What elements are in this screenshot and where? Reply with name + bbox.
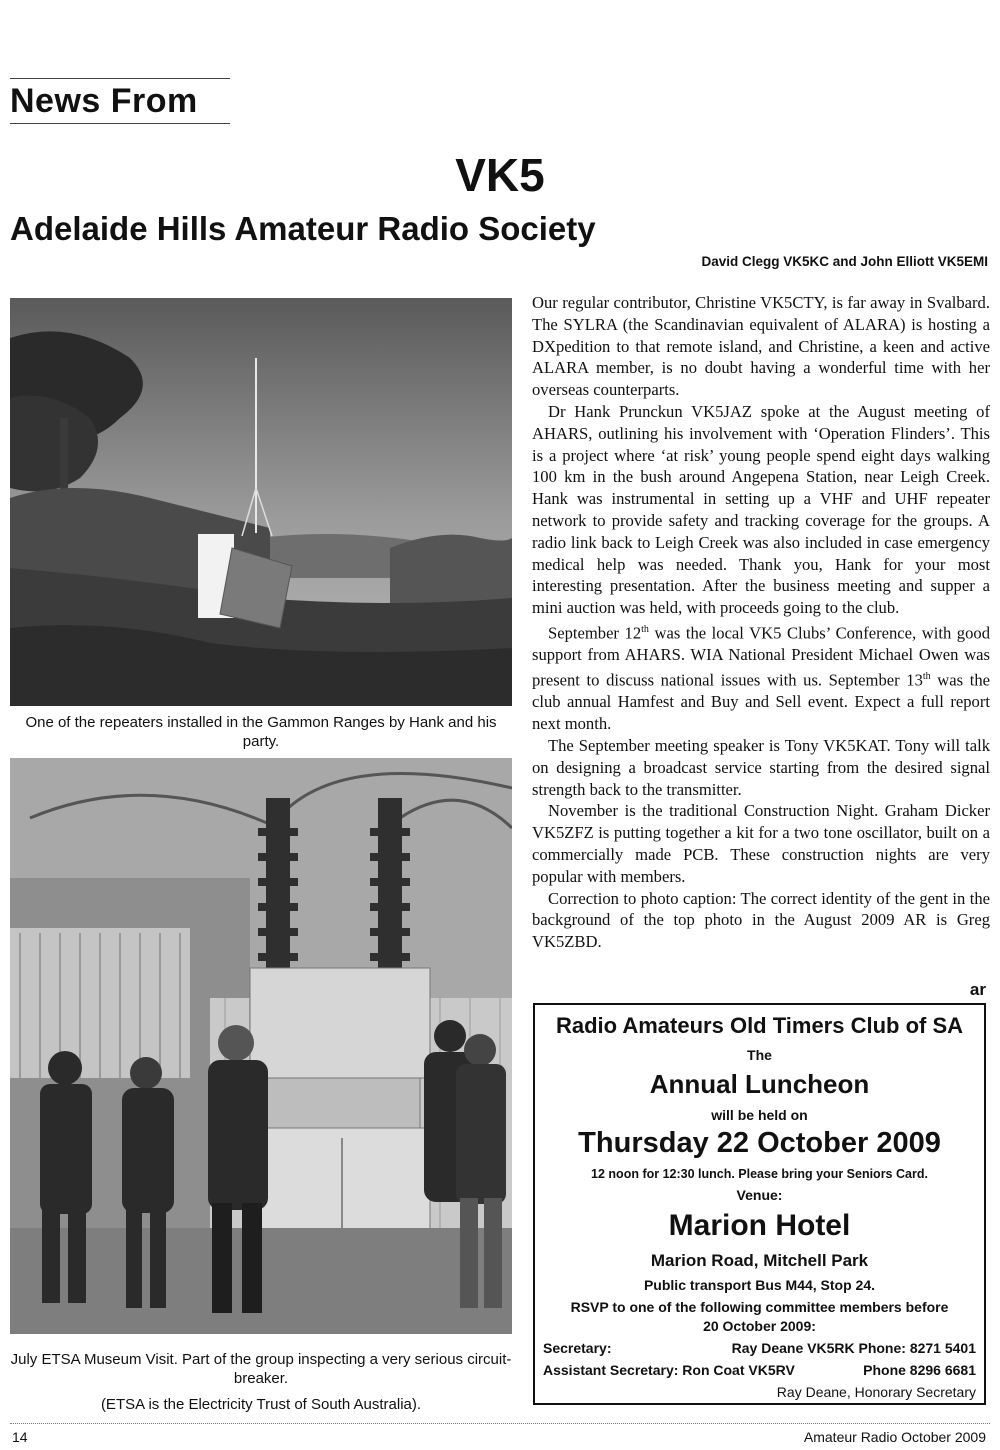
p3-text-1: September 12	[548, 623, 642, 643]
ad-club-name: Radio Amateurs Old Timers Club of SA	[555, 1013, 964, 1038]
article-paragraph: The September meeting speaker is Tony VK5KAT. Tony will talk on designing a broadcast service starting from the desired signal strength back to the transmitter.	[532, 736, 990, 799]
article-body	[532, 292, 990, 953]
p3-sup-2: th	[922, 671, 931, 683]
region-title: VK5	[455, 149, 545, 201]
circuit-breaker-photo-caption: July ETSA Museum Visit. Part of the group inspecting a very serious circuit-breaker.	[10, 1351, 512, 1387]
ad-assistant-row	[543, 1362, 976, 1378]
author-byline: David Clegg VK5KC and John Elliott VK5EMI	[701, 254, 988, 269]
circuit-breaker-photo	[10, 758, 512, 1334]
society-title: Adelaide Hills Amateur Radio Society	[10, 210, 596, 247]
ad-secretary-label: Secretary:	[543, 1340, 612, 1356]
ad-secretary-row	[543, 1340, 976, 1356]
repeater-photo-illustration	[10, 298, 512, 706]
article-paragraph: November is the traditional Construction Night. Graham Dicker VK5ZFZ is putting together a kit for a two tone oscillator, built on a commercially made PCB. These construction nights are very popular with members.	[532, 801, 990, 886]
ad-assistant-label: Assistant Secretary: Ron Coat VK5RV	[543, 1362, 795, 1378]
section-label: News From	[10, 82, 198, 120]
etsa-note: (ETSA is the Electricity Trust of South Australia).	[100, 1396, 422, 1413]
publication-name: Amateur Radio October 2009	[803, 1429, 986, 1445]
header-rule-bottom	[10, 123, 230, 124]
ad-signoff: Ray Deane, Honorary Secretary	[776, 1384, 976, 1400]
ad-date: Thursday 22 October 2009	[578, 1127, 941, 1159]
ad-rsvp-line-2: 20 October 2009:	[703, 1318, 816, 1334]
p3-text-3: was the club annual Hamfest and Buy and Sell event. Expect a full report next month.	[532, 670, 990, 734]
ad-rsvp-line-1: RSVP to one of the following committee members before	[570, 1299, 949, 1315]
p3-sup-1: th	[641, 623, 649, 635]
article-end-mark: ar	[969, 980, 986, 999]
page-number: 14	[12, 1429, 28, 1445]
p3-text-2: was the local VK5 Clubs’ Conference, with good support from AHARS. WIA National President Michael Owen was present to discuss national issues with us. September 13	[532, 623, 990, 690]
luncheon-advert	[533, 1003, 986, 1405]
ad-event: Annual Luncheon	[649, 1069, 870, 1099]
ad-transport: Public transport Bus M44, Stop 24.	[643, 1277, 876, 1293]
ad-signoff-row	[543, 1384, 976, 1400]
circuit-breaker-photo-illustration	[10, 758, 512, 1334]
footer-rule	[10, 1423, 990, 1424]
ad-assistant-phone: Phone 8296 6681	[863, 1362, 976, 1378]
ad-venue: Marion Hotel	[668, 1209, 851, 1242]
article-paragraph	[532, 619, 990, 735]
repeater-photo	[10, 298, 512, 706]
ad-secretary-contact: Ray Deane VK5RK Phone: 8271 5401	[731, 1340, 976, 1356]
ad-the: The	[747, 1047, 772, 1063]
ad-time-note: 12 noon for 12:30 lunch. Please bring your Seniors Card.	[591, 1167, 928, 1181]
ad-venue-label: Venue:	[736, 1187, 783, 1203]
repeater-photo-caption: One of the repeaters installed in the Gammon Ranges by Hank and his party.	[25, 714, 497, 750]
article-paragraph: Dr Hank Prunckun VK5JAZ spoke at the August meeting of AHARS, outlining his involvement with ‘Operation Flinders’. This is a project where ‘at risk’ young people spend eight days walking 100 km in the bush around Angepena Station, near Leigh Creek. Hank was instrumental in setting up a VHF and UHF repeater network to provide safety and tracking coverage for the groups. A radio link back to Leigh Creek was also included in case emergency medical help was needed. Thank you, Hank for your most interesting presentation. After the business meeting and supper a mini auction was held, with proceeds going to the club.	[532, 401, 990, 618]
header-rule-top	[10, 78, 230, 79]
ad-held-on: will be held on	[711, 1107, 808, 1123]
article-paragraph: Correction to photo caption: The correct identity of the gent in the background of the top photo in the August 2009 AR is Greg VK5ZBD.	[532, 888, 990, 952]
ad-address: Marion Road, Mitchell Park	[650, 1251, 869, 1270]
article-paragraph: Our regular contributor, Christine VK5CTY, is far away in Svalbard. The SYLRA (the Scandinavian equivalent of ALARA) is hosting a DXpedition to that remote island, and Christine, a keen and active ALARA member, is no doubt having a wonderful time with her overseas counterparts.	[532, 293, 990, 400]
